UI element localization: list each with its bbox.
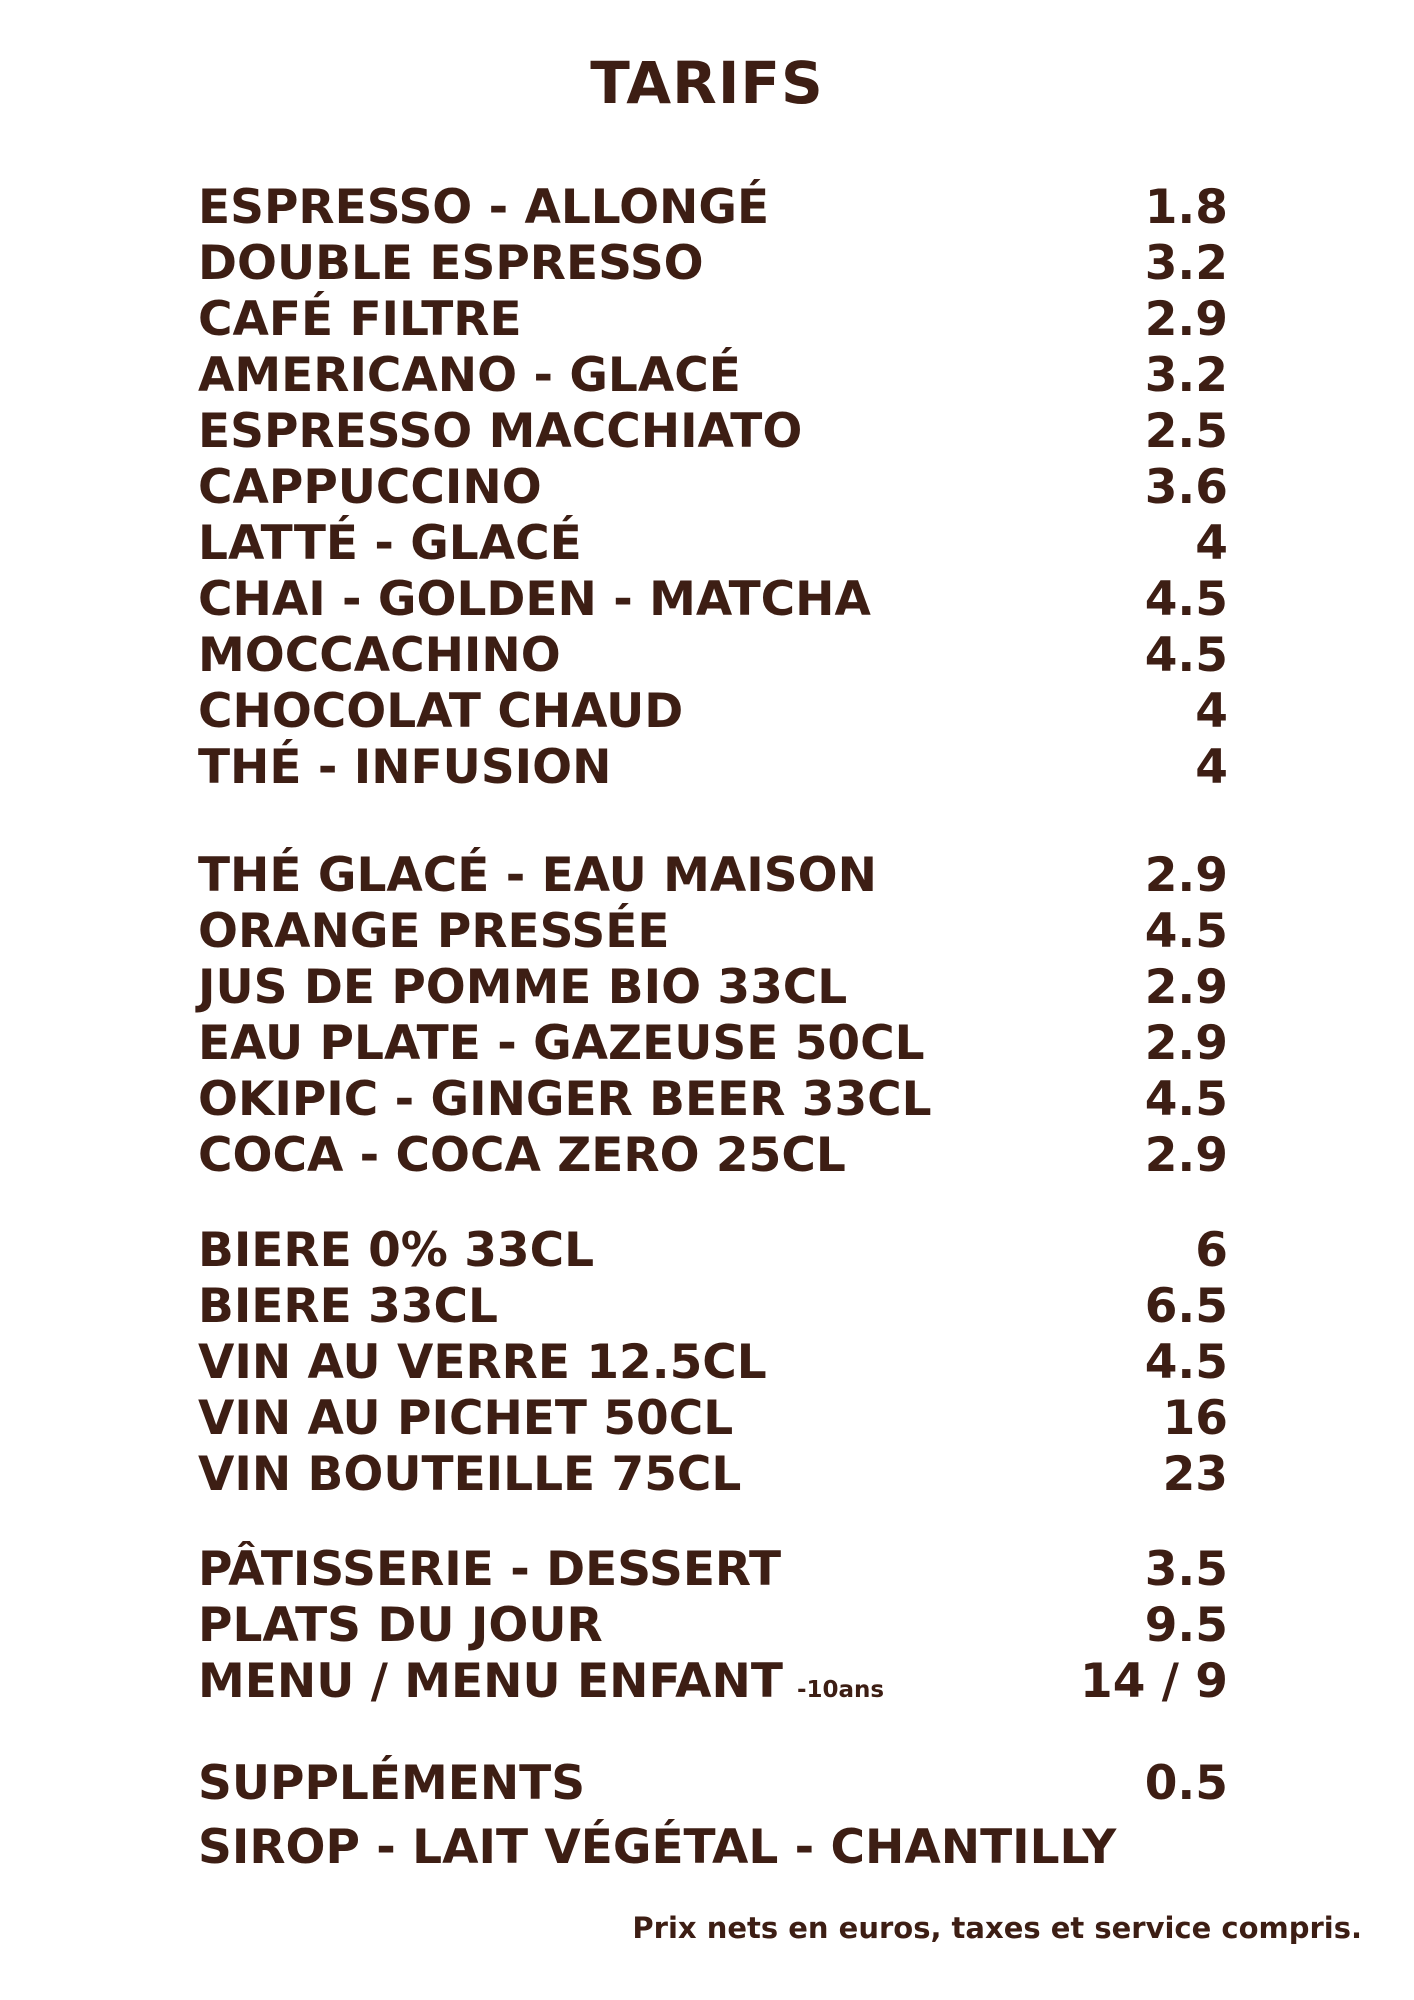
item-label: OKIPIC - GINGER BEER 33CL [198,1072,932,1127]
item-price: 3.2 [1144,236,1228,291]
item-label: CAFÉ FILTRE [198,292,522,347]
menu-item [198,1816,1228,1880]
menu-item [198,1016,1228,1072]
item-price: 0.5 [1144,1756,1228,1811]
item-label: MOCCACHINO [198,628,561,683]
menu-item [198,292,1228,348]
item-price: 4.5 [1144,628,1228,683]
item-label: COCA - COCA ZERO 25CL [198,1128,846,1183]
item-label: LATTÉ - GLACÉ [198,516,582,571]
item-price: 2.9 [1144,292,1228,347]
item-label [198,1654,884,1718]
menu-item [198,404,1228,460]
item-price: 4 [1195,684,1228,739]
item-price: 23 [1162,1447,1228,1502]
item-price: 14 / 9 [1080,1654,1228,1709]
footer-note: Prix nets en euros, taxes et service compris. [632,1911,1362,1945]
menu-item [198,1335,1228,1391]
item-price: 2.9 [1144,848,1228,903]
menu-item [198,1072,1228,1128]
item-label: JUS DE POMME BIO 33CL [198,960,848,1015]
item-label: VIN AU VERRE 12.5CL [198,1335,767,1390]
menu-item [198,236,1228,292]
menu-item [198,572,1228,628]
menu-item [198,1598,1228,1654]
item-price: 4 [1195,516,1228,571]
menu-item [198,348,1228,404]
item-label-text: MENU / MENU ENFANT [198,1654,783,1709]
item-price: 1.8 [1144,180,1228,235]
menu-item [198,1654,1228,1710]
item-note: -10ans [796,1677,885,1703]
item-price: 4.5 [1144,904,1228,959]
item-price: 4.5 [1144,1072,1228,1127]
item-price: 3.6 [1144,460,1228,515]
menu-item [198,1223,1228,1279]
menu-item [198,1752,1228,1816]
item-label: EAU PLATE - GAZEUSE 50CL [198,1016,925,1071]
item-price: 3.5 [1144,1542,1228,1597]
item-price: 4.5 [1144,1335,1228,1390]
section-hot-drinks [198,180,1228,796]
item-label: AMERICANO - GLACÉ [198,348,741,403]
menu-item [198,628,1228,684]
item-price: 4.5 [1144,572,1228,627]
item-label: ORANGE PRESSÉE [198,904,670,959]
menu-item [198,180,1228,236]
item-price: 16 [1162,1391,1228,1446]
item-price: 4 [1195,740,1228,795]
page-title: TARIFS [590,49,824,117]
item-label: PÂTISSERIE - DESSERT [198,1542,782,1597]
item-label: SUPPLÉMENTS [198,1756,586,1811]
item-price: 9.5 [1144,1598,1228,1653]
section-supplements [198,1752,1228,1880]
item-price: 2.9 [1144,1016,1228,1071]
item-price: 2.9 [1144,960,1228,1015]
item-label: ESPRESSO - ALLONGÉ [198,180,770,235]
item-label: THÉ - INFUSION [198,740,612,795]
menu-item [198,740,1228,796]
item-label: BIERE 0% 33CL [198,1223,595,1278]
item-label: VIN BOUTEILLE 75CL [198,1447,742,1502]
menu-item [198,1391,1228,1447]
section-beer-wine [198,1223,1228,1503]
item-price: 3.2 [1144,348,1228,403]
item-label: VIN AU PICHET 50CL [198,1391,734,1446]
menu-item [198,904,1228,960]
item-label: BIERE 33CL [198,1279,498,1334]
item-label: SIROP - LAIT VÉGÉTAL - CHANTILLY [198,1820,1117,1875]
menu-item [198,684,1228,740]
menu-item [198,1447,1228,1503]
item-label: DOUBLE ESPRESSO [198,236,704,291]
item-price: 6.5 [1144,1279,1228,1334]
menu-item [198,516,1228,572]
section-soft-drinks [198,848,1228,1184]
section-food [198,1542,1228,1710]
item-price: 6 [1195,1223,1228,1278]
item-label: CAPPUCCINO [198,460,542,515]
menu-item [198,848,1228,904]
menu-item [198,1128,1228,1184]
item-price: 2.9 [1144,1128,1228,1183]
item-label: PLATS DU JOUR [198,1598,603,1653]
menu-item [198,960,1228,1016]
menu-item [198,460,1228,516]
item-label: CHAI - GOLDEN - MATCHA [198,572,871,627]
menu-item [198,1279,1228,1335]
menu-item [198,1542,1228,1598]
item-price: 2.5 [1144,404,1228,459]
item-label: CHOCOLAT CHAUD [198,684,684,739]
item-label: THÉ GLACÉ - EAU MAISON [198,848,877,903]
item-label: ESPRESSO MACCHIATO [198,404,803,459]
